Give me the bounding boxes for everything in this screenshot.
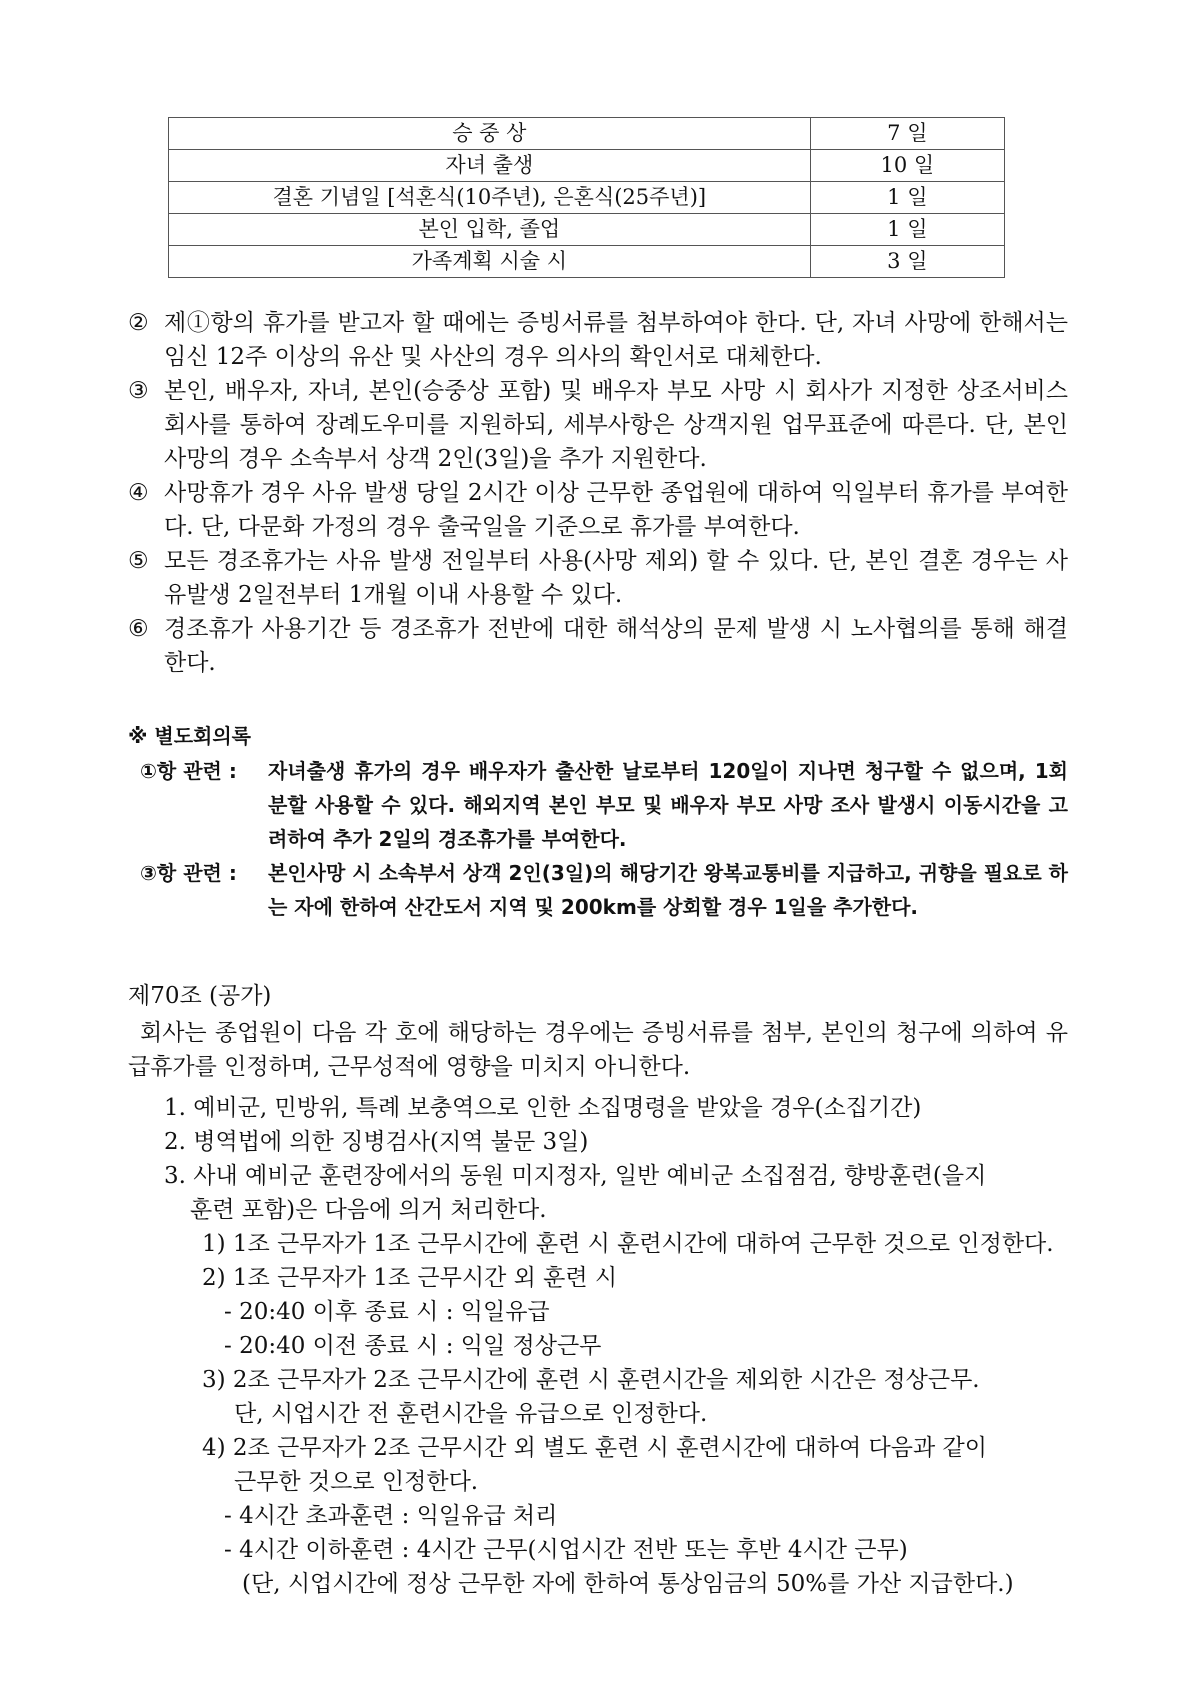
- table-cell-event: 자녀 출생: [169, 150, 811, 182]
- paragraph-3: [128, 374, 1068, 476]
- paragraph-number: ②: [128, 310, 149, 336]
- list-item: - 4시간 초과훈련 : 익일유급 처리: [224, 1503, 558, 1529]
- table-cell-event: 본인 입학, 졸업: [169, 214, 811, 246]
- paragraph-text: 경조휴가 사용기간 등 경조휴가 전반에 대한 해석상의 문제 발생 시 노사협의를 통해 해결한다.: [164, 616, 1068, 676]
- paragraph-text: 모든 경조휴가는 사유 발생 전일부터 사용(사망 제외) 할 수 있다. 단, 본인 결혼 경우는 사유발생 2일전부터 1개월 이내 사용할 수 있다.: [164, 548, 1068, 608]
- list-item: 2. 병역법에 의한 징병검사(지역 불문 3일): [164, 1129, 589, 1155]
- table-row: [169, 118, 1005, 150]
- paragraph-number: ④: [128, 480, 149, 506]
- table-row: [169, 214, 1005, 246]
- minutes-item-text: 자녀출생 휴가의 경우 배우자가 출산한 날로부터 120일이 지나면 청구할 수 없으며, 1회 분할 사용할 수 있다. 해외지역 본인 부모 및 배우자 부모 사망 조사 발생시 이동시간을 고려하여 추가 2일의 경조휴가를 부여한다.: [268, 759, 1068, 851]
- list-item: 2) 1조 근무자가 1조 근무시간 외 훈련 시: [202, 1265, 618, 1291]
- minutes-item-1: [128, 754, 1068, 856]
- list-item: 근무한 것으로 인정한다.: [234, 1469, 479, 1495]
- list-item: - 4시간 이하훈련 : 4시간 근무(시업시간 전반 또는 후반 4시간 근무): [224, 1537, 908, 1563]
- table-cell-days: 7 일: [810, 118, 1004, 150]
- list-item: 단, 시업시간 전 훈련시간을 유급으로 인정한다.: [234, 1401, 708, 1427]
- table-row: [169, 182, 1005, 214]
- table-cell-days: 1 일: [810, 214, 1004, 246]
- list-item: - 20:40 이후 종료 시 : 익일유급: [224, 1299, 550, 1325]
- list-item: 4) 2조 근무자가 2조 근무시간 외 별도 훈련 시 훈련시간에 대하여 다음과 같이: [202, 1435, 987, 1461]
- table-cell-event: 가족계획 시술 시: [169, 246, 811, 278]
- table-cell-event: 승 중 상: [169, 118, 811, 150]
- paragraph-6: [128, 612, 1068, 680]
- minutes-item-label: ①항 관련 :: [140, 759, 237, 783]
- leave-days-table: [168, 117, 1005, 278]
- table-cell-event: 결혼 기념일 [석혼식(10주년), 은혼식(25주년)]: [169, 182, 811, 214]
- list-item: - 20:40 이전 종료 시 : 익일 정상근무: [224, 1333, 602, 1359]
- minutes-item-text: 본인사망 시 소속부서 상객 2인(3일)의 해당기간 왕복교통비를 지급하고, 귀향을 필요로 하는 자에 한하여 산간도서 지역 및 200km를 상회할 경우 1일을 추가한다.: [268, 861, 1068, 919]
- list-item: 훈련 포함)은 다음에 의거 처리한다.: [190, 1197, 547, 1223]
- paragraph-number: ⑤: [128, 548, 149, 574]
- list-item: 1. 예비군, 민방위, 특례 보충역으로 인한 소집명령을 받았을 경우(소집기간): [164, 1095, 922, 1121]
- table-row: [169, 150, 1005, 182]
- table-cell-days: 3 일: [810, 246, 1004, 278]
- paragraph-text: 제①항의 휴가를 받고자 할 때에는 증빙서류를 첨부하여야 한다. 단, 자녀 사망에 한해서는 임신 12주 이상의 유산 및 사산의 경우 의사의 확인서로 대체한다.: [164, 310, 1068, 370]
- paragraph-2: [128, 306, 1068, 374]
- paragraph-5: [128, 544, 1068, 612]
- list-item: (단, 시업시간에 정상 근무한 자에 한하여 통상임금의 50%를 가산 지급한다.): [242, 1571, 1014, 1597]
- article-title: 제70조 (공가): [128, 983, 272, 1009]
- list-item: 3. 사내 예비군 훈련장에서의 동원 미지정자, 일반 예비군 소집점검, 향방훈련(을지: [164, 1163, 987, 1189]
- minutes-item-label: ③항 관련 :: [140, 861, 237, 885]
- paragraph-number: ③: [128, 378, 149, 404]
- table-cell-days: 1 일: [810, 182, 1004, 214]
- article-intro: 회사는 종업원이 다음 각 호에 해당하는 경우에는 증빙서류를 첨부, 본인의 청구에 의하여 유급휴가를 인정하며, 근무성적에 영향을 미치지 아니한다.: [128, 1020, 1068, 1080]
- minutes-item-3: [128, 856, 1068, 924]
- list-item: 3) 2조 근무자가 2조 근무시간에 훈련 시 훈련시간을 제외한 시간은 정상근무.: [202, 1367, 980, 1393]
- paragraph-number: ⑥: [128, 616, 149, 642]
- paragraph-text: 본인, 배우자, 자녀, 본인(승중상 포함) 및 배우자 부모 사망 시 회사가 지정한 상조서비스 회사를 통하여 장례도우미를 지원하되, 세부사항은 상객지원 업무표준에 따른다. 단, 본인 사망의 경우 소속부서 상객 2인(3일)을 추가 지원한다.: [164, 378, 1068, 472]
- table-cell-days: 10 일: [810, 150, 1004, 182]
- paragraph-4: [128, 476, 1068, 544]
- paragraph-text: 사망휴가 경우 사유 발생 당일 2시간 이상 근무한 종업원에 대하여 익일부터 휴가를 부여한다. 단, 다문화 가정의 경우 출국일을 기준으로 휴가를 부여한다.: [164, 480, 1068, 540]
- list-item: 1) 1조 근무자가 1조 근무시간에 훈련 시 훈련시간에 대하여 근무한 것으로 인정한다.: [202, 1231, 1054, 1257]
- table-row: [169, 246, 1005, 278]
- minutes-title: ※ 별도회의록: [128, 724, 252, 748]
